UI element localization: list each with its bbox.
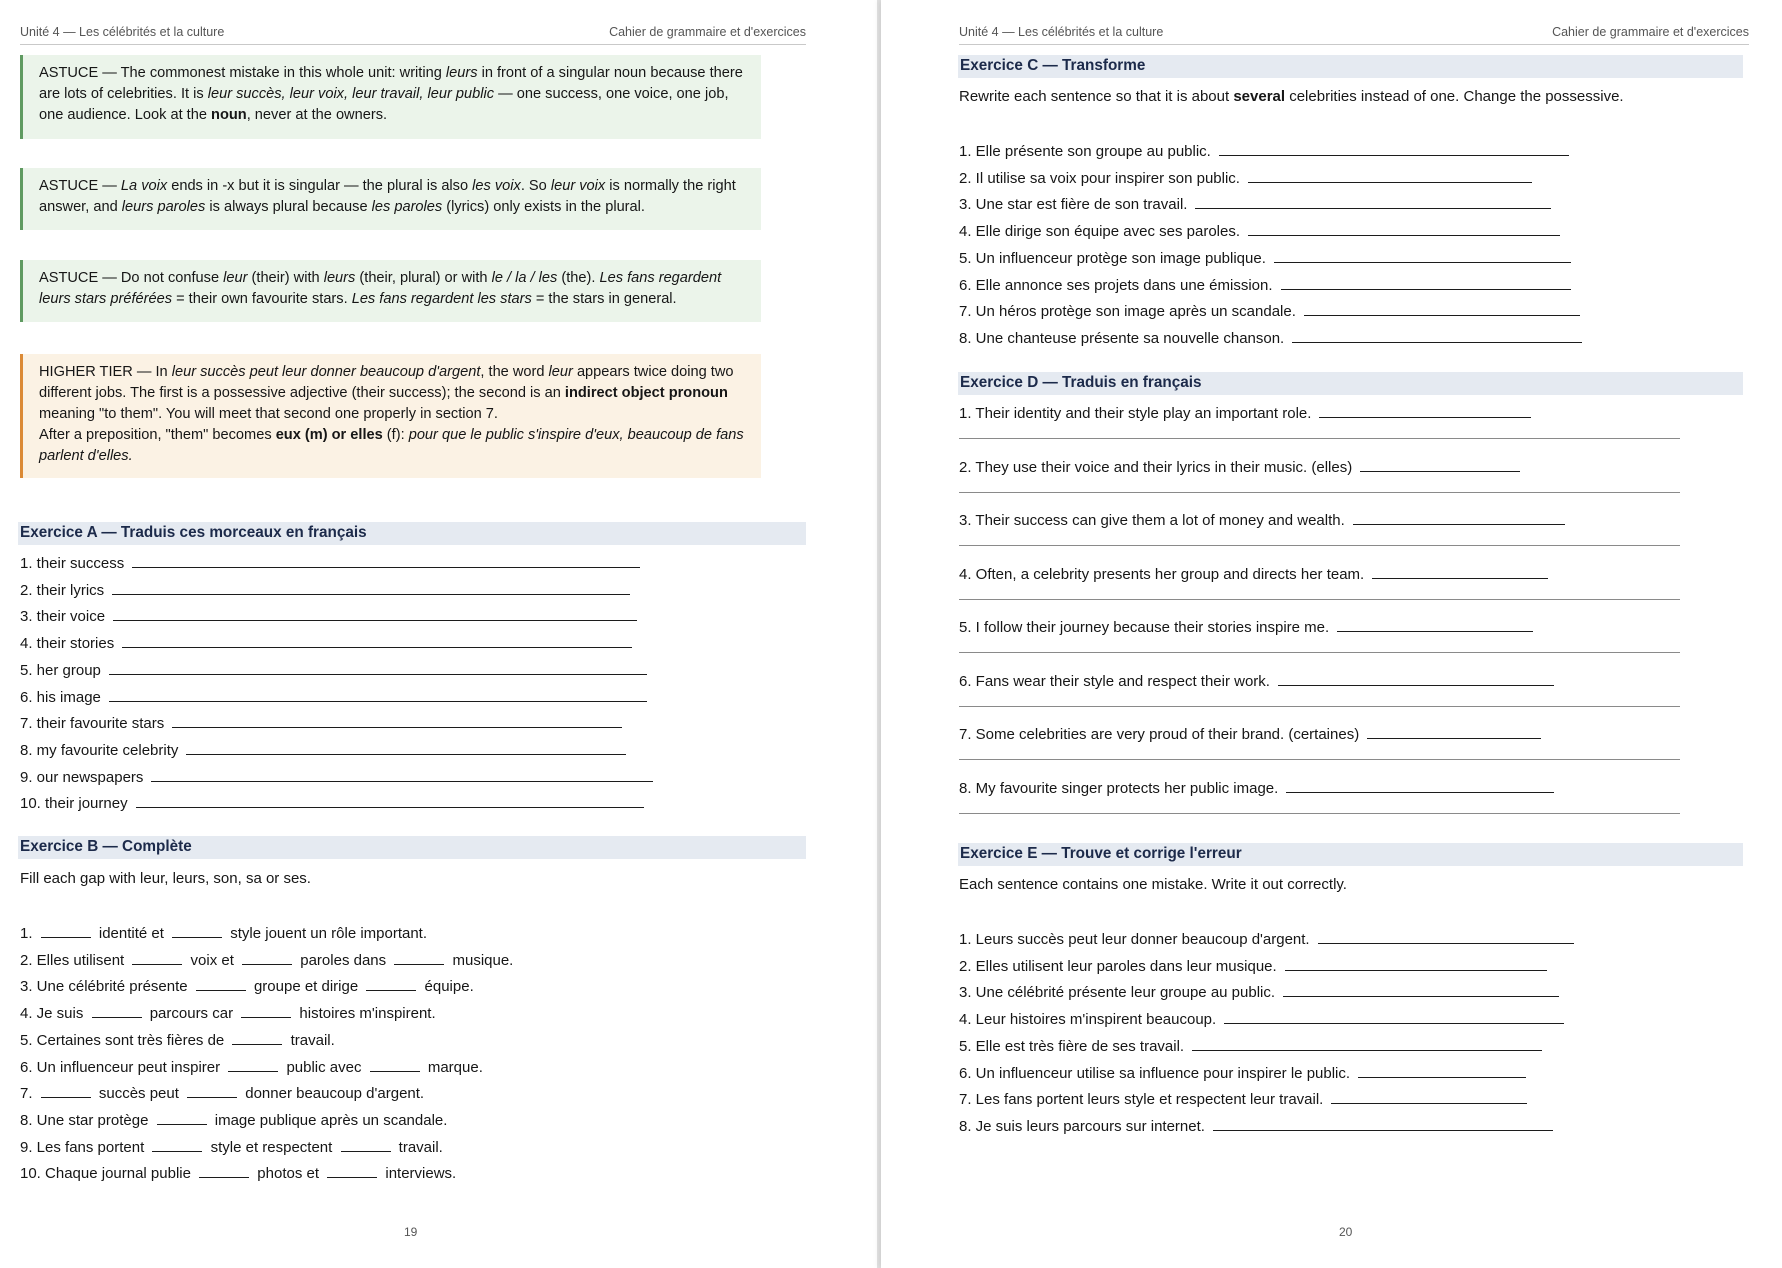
text-run: ASTUCE — The commonest mistake in this whole unit: writing [39,65,446,81]
gap-blank[interactable] [394,951,444,965]
prompt-text: 9. our newspapers [20,768,144,786]
prompt-text: 5. Elle est très fière de ses travail. [959,1037,1185,1055]
exercise-item [20,1028,513,1055]
gap-blank[interactable] [92,1004,142,1018]
exercise-e-instruction: Each sentence contains one mistake. Write it out correctly. [959,876,1347,893]
prompt-text: 9. Les fans portent [20,1138,149,1156]
higher-tier-callout [20,354,761,478]
text-run: (their) with [247,270,324,286]
answer-line[interactable] [172,714,622,728]
exercise-item [959,192,1582,219]
exercise-item [959,326,1582,353]
text-run: La voix [120,178,168,194]
text-run: pour que le public s'inspire d'eux, beaucoup de fans parlent d'elles. [39,427,744,464]
prompt-text: identité et [94,925,169,942]
exercise-question [959,618,1680,638]
prompt-text: 3. their voice [20,608,106,626]
gap-blank[interactable] [327,1164,377,1178]
exercise-item [20,765,653,792]
exercise-item [959,1114,1574,1141]
gap-blank[interactable] [196,977,246,991]
exercise-c-list [959,139,1582,353]
exercise-item [20,738,653,765]
answer-line[interactable] [959,599,1680,600]
answer-line[interactable] [1360,458,1520,472]
answer-line[interactable] [1283,983,1559,997]
text-run: ASTUCE — Do not confuse [39,270,224,286]
answer-line[interactable] [1192,1037,1542,1051]
prompt-text: 3. Their success can give them a lot of money and wealth. [959,512,1345,529]
astuce-callout-3 [20,260,761,322]
prompt-text: 2. Elles utilisent [20,951,129,969]
exercise-item [959,1087,1574,1114]
answer-line[interactable] [109,688,647,702]
exercise-question [959,672,1680,692]
answer-line[interactable] [959,706,1680,707]
prompt-text: 4. Often, a celebrity presents her group and directs her team. [959,565,1365,583]
exercise-question [959,779,1680,799]
exercise-e-title: Exercice E — Trouve et corrige l'erreur [958,843,1743,866]
astuce-text [39,176,747,218]
answer-line[interactable] [1286,779,1554,793]
exercise-item [959,618,1680,671]
prompt-text: 2. Elles utilisent leur paroles dans leur musique. [959,957,1277,975]
prompt-text: 8. Une star protège [20,1111,153,1129]
answer-line[interactable] [112,581,630,595]
text-run: les voix [472,178,521,194]
gap-blank[interactable] [41,924,91,938]
prompt-text: histoires m'inspirent. [295,1005,436,1023]
page-right [881,0,1782,1268]
prompt-text: 1. Leurs succès peut leur donner beaucoup d'argent. [959,931,1310,948]
answer-line[interactable] [1248,169,1532,183]
exercise-item [959,779,1680,832]
text-run: leurs paroles [121,199,206,215]
answer-line[interactable] [1274,249,1571,263]
prompt-text: 7. Un héros protège son image après un scandale. [959,303,1296,321]
answer-line[interactable] [1224,1010,1564,1024]
text-run: les paroles [371,199,443,215]
prompt-text: 5. her group [20,661,101,679]
exercise-a-list [20,551,653,818]
unit-title: Unité 4 — Les célébrités et la culture [20,25,225,39]
running-header [959,25,1749,45]
text-run: leur [548,364,573,380]
higher-tier-text [39,362,747,425]
exercise-item [959,927,1574,954]
prompt-text: public avec [282,1058,366,1076]
page-number: 20 [1339,1225,1353,1239]
exercise-item [959,1061,1574,1088]
text-run: meaning "to them". You will meet that second one properly in section 7. [39,406,498,422]
exercise-item [959,219,1582,246]
answer-line[interactable] [1331,1090,1527,1104]
text-run: celebrities instead of one. Change the possessive. [1285,88,1624,105]
exercise-item [959,1034,1574,1061]
answer-line[interactable] [1195,195,1551,209]
prompt-text: voix et [186,951,239,969]
exercise-item [20,578,653,605]
exercise-item [959,166,1582,193]
prompt-text: 2. Il utilise sa voix pour inspirer son public. [959,169,1240,187]
text-run: , never at the owners. [246,107,388,123]
prompt-text: 1. Their identity and their style play an important role. [959,405,1312,422]
exercise-item [20,1161,513,1188]
text-run: Les fans regardent les stars [351,291,532,307]
exercise-item [959,404,1680,457]
text-run: leur voix [550,178,606,194]
text-run: several [1233,88,1286,105]
text-run: eux (m) or elles [275,427,383,443]
prompt-text: 4. Je suis [20,1005,88,1023]
exercise-item [959,511,1680,564]
answer-line[interactable] [151,768,653,782]
running-header [20,25,806,45]
answer-line[interactable] [1337,618,1533,632]
text-run: (their, plural) or with [355,270,492,286]
gap-blank[interactable] [366,977,416,991]
text-run: — one success, one voice, one job, one audience. Look at the [39,86,729,123]
prompt-text: musique. [448,951,514,969]
exercise-item [20,1001,513,1028]
text-run: ASTUCE — [39,178,121,194]
exercise-item [959,1007,1574,1034]
prompt-text: parcours car [145,1005,238,1023]
gap-blank[interactable] [228,1058,278,1072]
book-title: Cahier de grammaire et d'exercices [609,25,806,39]
prompt-text: 6. Un influenceur utilise sa influence pour inspirer le public. [959,1064,1351,1082]
exercise-item [20,604,653,631]
prompt-text: 8. Une chanteuse présente sa nouvelle chanson. [959,329,1285,347]
prompt-text: 2. their lyrics [20,581,105,599]
prompt-text: 1. Elle présente son groupe au public. [959,143,1211,160]
prompt-text: 5. I follow their journey because their stories inspire me. [959,619,1330,636]
prompt-text: 6. Fans wear their style and respect their work. [959,672,1270,690]
answer-line[interactable] [959,652,1680,653]
prompt-text: 1. their success [20,555,125,572]
text-run: HIGHER TIER — In [39,364,172,380]
prompt-text: 4. their stories [20,635,115,653]
astuce-text [39,63,747,126]
answer-line[interactable] [132,554,640,568]
text-run: = the stars in general. [531,291,677,307]
text-run: appears twice doing two different jobs. The first is a possessive adjective (their success); the second is an [39,364,734,401]
prompt-text: 7. their favourite stars [20,715,165,733]
answer-line[interactable] [1219,142,1569,156]
text-run: . So [520,178,551,194]
answer-line[interactable] [959,492,1680,493]
gap-blank[interactable] [241,1004,291,1018]
prompt-text: 10. Chaque journal publie [20,1165,196,1183]
prompt-text: succès peut [94,1085,184,1103]
prompt-text: photos et [253,1165,324,1183]
exercise-b-instruction: Fill each gap with leur, leurs, son, sa or ses. [20,870,311,887]
exercise-item [959,246,1582,273]
answer-line[interactable] [1304,302,1580,316]
prompt-text: 5. Certaines sont très fières de [20,1031,229,1049]
prompt-text: 3. Une célébrité présente leur groupe au public. [959,984,1276,1002]
prompt-text: 4. Elle dirige son équipe avec ses paroles. [959,223,1241,241]
exercise-item [20,711,653,738]
gap-blank[interactable] [152,1138,202,1152]
exercise-item [959,458,1680,511]
text-run: ends in -x but it is singular — the plural is also [167,178,473,194]
exercise-item [959,565,1680,618]
answer-line[interactable] [1278,672,1554,686]
exercise-question [959,404,1680,424]
prompt-text: groupe et dirige [249,978,363,996]
prompt-text: 6. Elle annonce ses projets dans une émission. [959,276,1273,294]
text-run: is always plural because [205,199,372,215]
prompt-text: 6. his image [20,688,101,706]
exercise-c-instruction [959,88,1624,105]
answer-line[interactable] [109,661,647,675]
prompt-text: 8. my favourite celebrity [20,741,179,759]
answer-line[interactable] [1319,404,1531,418]
prompt-text: 7. Some celebrities are very proud of their brand. (certaines) [959,726,1360,743]
prompt-text: style jouent un rôle important. [226,925,428,942]
gap-blank[interactable] [370,1058,420,1072]
prompt-text: 10. their journey [20,795,128,813]
answer-line[interactable] [122,634,632,648]
gap-blank[interactable] [232,1031,282,1045]
astuce-callout-1 [20,55,761,139]
answer-line[interactable] [1353,511,1565,525]
prompt-text: travail. [394,1138,443,1156]
exercise-item [20,1108,513,1135]
text-run: (lyrics) only exists in the plural. [442,199,645,215]
answer-line[interactable] [136,794,644,808]
exercise-c-title: Exercice C — Transforme [958,55,1743,78]
answer-line[interactable] [1292,329,1582,343]
answer-line[interactable] [1367,725,1541,739]
text-run: Les fans regardent leurs stars préférées [39,270,722,307]
exercise-e-list [959,927,1574,1141]
unit-title: Unité 4 — Les célébrités et la culture [959,25,1164,39]
text-run: is normally the right answer, and [39,178,736,215]
gap-blank[interactable] [132,951,182,965]
text-run: leur succès peut leur donner beaucoup d'argent [171,364,481,380]
exercise-item [959,273,1582,300]
astuce-text [39,268,747,310]
answer-line[interactable] [959,813,1680,814]
gap-blank[interactable] [41,1084,91,1098]
exercise-b-list [20,921,513,1188]
exercise-item [20,791,653,818]
answer-line[interactable] [959,759,1680,760]
text-run: , the word [480,364,549,380]
prompt-text: 1. [20,925,37,942]
answer-line[interactable] [1285,957,1547,971]
answer-line[interactable] [186,741,626,755]
prompt-text: 2. They use their voice and their lyrics in their music. (elles) [959,458,1353,476]
prompt-text: style et respectent [206,1138,337,1156]
exercise-item [20,1135,513,1162]
exercise-question [959,511,1680,531]
text-run: (f): [382,427,409,443]
answer-line[interactable] [959,545,1680,546]
text-run: noun [211,107,247,123]
answer-line[interactable] [1358,1064,1526,1078]
answer-line[interactable] [1372,565,1548,579]
exercise-question [959,725,1680,745]
prompt-text: paroles dans [296,951,391,969]
higher-tier-text [39,425,747,467]
exercise-item [20,685,653,712]
text-run: leur succès, leur voix, leur travail, leur public [207,86,495,102]
answer-line[interactable] [1281,276,1571,290]
exercise-item [959,299,1582,326]
prompt-text: équipe. [420,978,474,996]
exercise-a-title: Exercice A — Traduis ces morceaux en français [18,522,806,545]
exercise-question [959,458,1680,478]
answer-line[interactable] [113,607,637,621]
exercise-item [20,974,513,1001]
prompt-text: 7. Les fans portent leurs style et respectent leur travail. [959,1091,1324,1109]
text-run: leurs [445,65,478,81]
gap-blank[interactable] [242,951,292,965]
exercise-item [20,948,513,975]
book-title: Cahier de grammaire et d'exercices [1552,25,1749,39]
exercise-item [959,139,1582,166]
gap-blank[interactable] [157,1111,207,1125]
prompt-text: 3. Une célébrité présente [20,978,192,996]
answer-line[interactable] [959,438,1680,439]
prompt-text: 8. My favourite singer protects her public image. [959,779,1279,797]
exercise-item [20,551,653,578]
text-run: indirect object pronoun [564,385,728,401]
prompt-text: 3. Une star est fière de son travail. [959,196,1188,214]
text-run: After a preposition, "them" becomes [39,427,276,443]
gap-blank[interactable] [187,1084,237,1098]
prompt-text: 6. Un influenceur peut inspirer [20,1058,225,1076]
exercise-question [959,565,1680,585]
prompt-text: marque. [423,1058,483,1076]
text-run: (the). [557,270,600,286]
gap-blank[interactable] [341,1138,391,1152]
gap-blank[interactable] [199,1164,249,1178]
exercise-item [959,980,1574,1007]
exercise-b-title: Exercice B — Complète [18,836,806,859]
exercise-item [20,658,653,685]
gap-blank[interactable] [172,924,222,938]
exercise-item [20,631,653,658]
astuce-callout-2 [20,168,761,230]
prompt-text: 7. [20,1085,37,1103]
answer-line[interactable] [1248,222,1560,236]
prompt-text: 5. Un influenceur protège son image publique. [959,249,1266,267]
answer-line[interactable] [1318,930,1574,944]
prompt-text: interviews. [381,1165,457,1183]
text-run: le / la / les [491,270,558,286]
prompt-text: donner beaucoup d'argent. [241,1085,425,1103]
text-run: Rewrite each sentence so that it is about [959,88,1234,105]
prompt-text: image publique après un scandale. [210,1111,448,1129]
text-run: leur [223,270,248,286]
text-run: leurs [323,270,356,286]
exercise-item [20,1081,513,1108]
exercise-item [20,921,513,948]
exercise-d-title: Exercice D — Traduis en français [958,372,1743,395]
exercise-item [20,1055,513,1082]
prompt-text: travail. [286,1031,335,1049]
exercise-item [959,672,1680,725]
answer-line[interactable] [1213,1117,1553,1131]
prompt-text: 8. Je suis leurs parcours sur internet. [959,1117,1205,1135]
text-run: = their own favourite stars. [172,291,352,307]
text-run: in front of a singular noun because there are lots of celebrities. It is [39,65,743,102]
page-number: 19 [404,1225,418,1239]
prompt-text: 4. Leur histoires m'inspirent beaucoup. [959,1011,1217,1029]
page-left [0,0,877,1268]
exercise-item [959,725,1680,778]
exercise-item [959,954,1574,981]
